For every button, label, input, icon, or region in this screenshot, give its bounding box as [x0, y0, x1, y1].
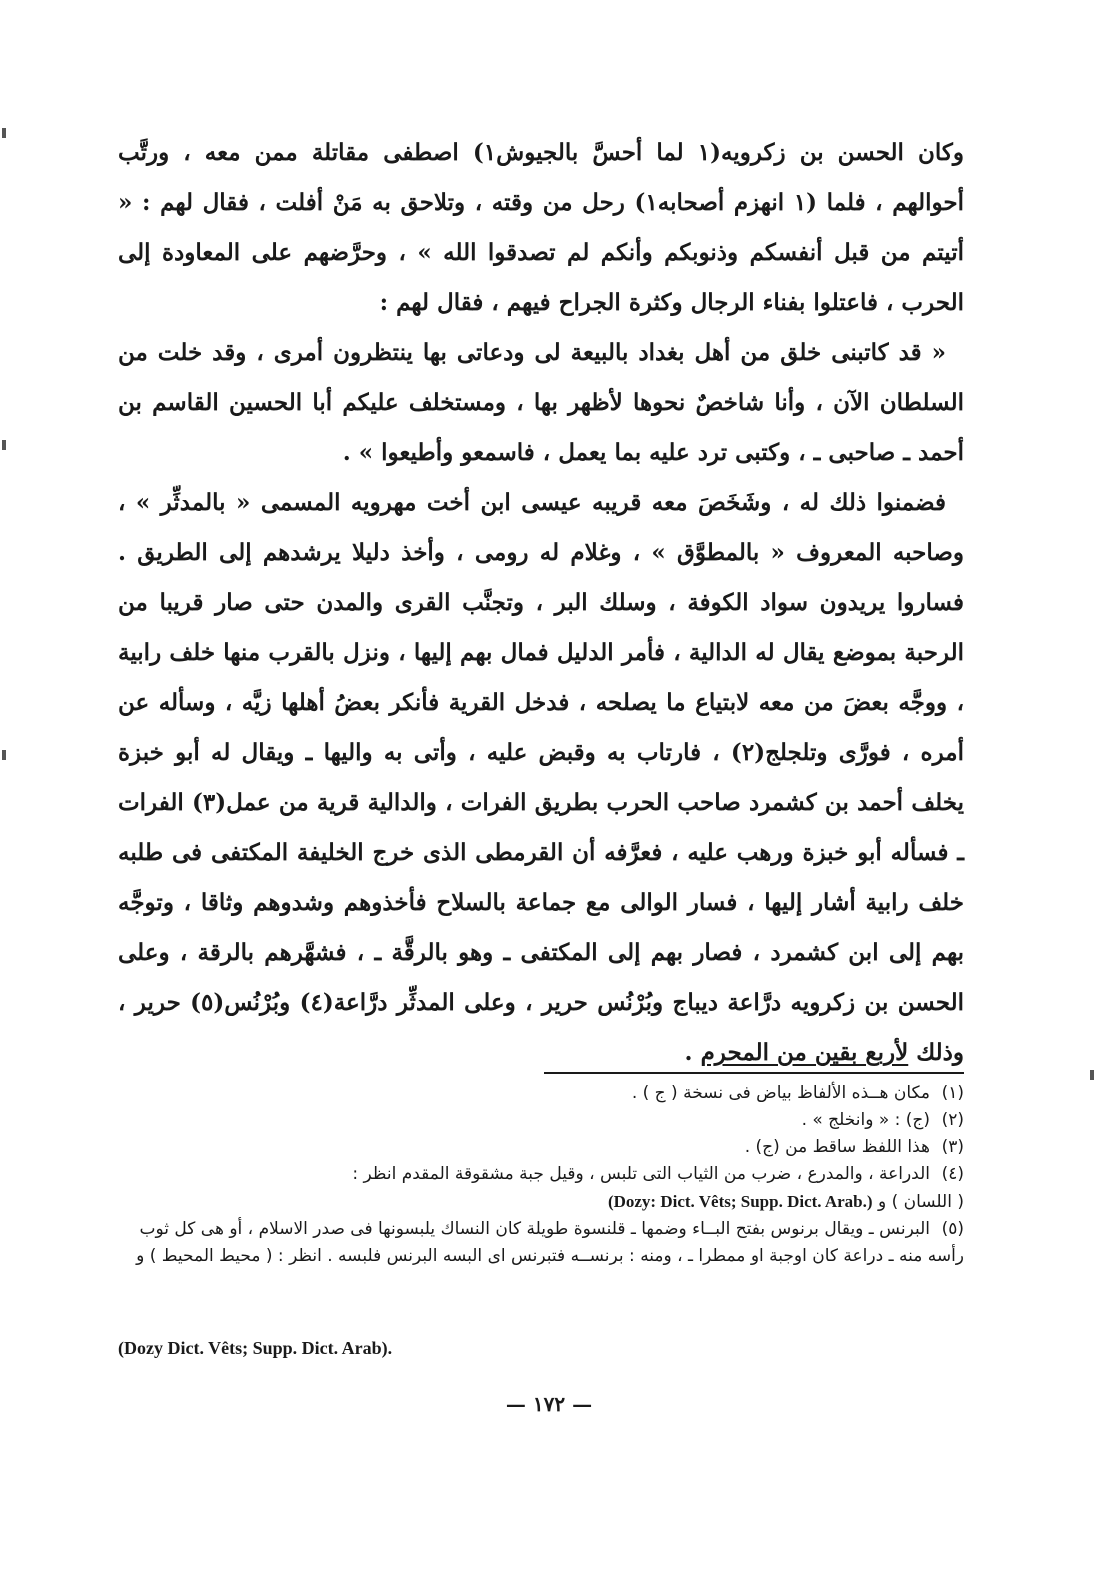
footnote-5 [118, 1216, 964, 1270]
underlined-date-phrase: لأربع بقين من المحرم [700, 1039, 909, 1066]
footnotes [118, 1080, 964, 1270]
margin-mark [2, 128, 6, 138]
latin-reference: (Dozy Dict. Vêts; Supp. Dict. Arab). [118, 1338, 393, 1358]
footnote-3 [118, 1134, 964, 1161]
paragraph-3-end: . [684, 1039, 701, 1066]
footnote-4-continuation [118, 1188, 964, 1216]
footnote-number: (٤) [941, 1164, 964, 1184]
footnote-divider [544, 1072, 964, 1074]
footnote-1 [118, 1080, 964, 1107]
paragraph-2-quote: « قد كاتبنى خلق من أهل بغداد بالبيعة لى ودعاتى بها ينتظرون أمرى ، وقد خلت من السلطان الآن ، وأنا شاخصٌ نحوها لأظهر بها ، ومستخلف عليكم أبا الحسين القاسم بن أحمد ـ صاحبى ـ ، وكتبى ترد عليه بما يعمل ، فاسمعو وأطيعوا » . [118, 339, 964, 466]
footnote-number: (١) [941, 1083, 964, 1103]
footnote-text: مكان هــذه الألفاظ بياض فى نسخة ( ج ) . [631, 1083, 930, 1103]
page-number: — ١٧٢ — [505, 1392, 593, 1416]
footnote-text: (ج) : « وانخلج » . [801, 1110, 930, 1130]
paragraph-1: وكان الحسن بن زكرويه(١ لما أحسَّ بالجيوش١) اصطفى مقاتلة ممن معه ، ورتَّب أحوالهم ، فلما (١ انهزم أصحابه١) رحل من وقته ، وتلاحق به مَنْ أفلت ، فقال لهم : « أتيتم من قبل أنفسكم وذنوبكم وأنكم لم تصدقوا الله » ، وحرَّضهم على المعاودة إلى الحرب ، فاعتلوا بفناء الرجال وكثرة الجراح فيهم ، فقال لهم : [118, 139, 964, 316]
footnote-number: (٣) [941, 1137, 964, 1157]
footnote-ref-latin: (Dozy: Dict. Vêts; Supp. Dict. Arab.) [607, 1192, 873, 1211]
main-text [118, 128, 964, 1078]
footnote-2 [118, 1107, 964, 1134]
margin-mark [2, 750, 6, 760]
footnote-text: البرنس ـ ويقال برنوس بفتح البــاء وضمها ـ قلنسوة طويلة كان النساك يلبسونها فى صدر الاسلام ، أو هى كل ثوب رأسه منه ـ دراعة كان اوجبة او ممطرا ـ ، ومنه : برنســه فتبرنس اى البسه البرنس فلبسه . انظر : ( محيط المحيط ) و [136, 1219, 964, 1266]
footnote-text: هذا اللفظ ساقط من (ج) . [744, 1137, 930, 1157]
footnote-text: الدراعة ، والمدرع ، ضرب من الثياب التى تلبس ، وقيل جبة مشقوقة المقدم انظر : [352, 1164, 930, 1184]
paragraph-3 [118, 478, 964, 1078]
margin-mark [1090, 1070, 1094, 1080]
margin-mark [2, 440, 6, 450]
footnote-ref-arabic: ( اللسان ) و [877, 1192, 964, 1212]
footnote-4 [118, 1161, 964, 1188]
footnote-number: (٥) [941, 1219, 964, 1239]
footnote-number: (٢) [941, 1110, 964, 1130]
paragraph-3-text: فضمنوا ذلك له ، وشَخَصَ معه قريبه عيسى ابن أخت مهرويه المسمى « بالمدثِّر » ، وصاحبه المعروف « بالمطوَّق » ، وغلام له رومى ، وأخذ دليلا يرشدهم إلى الطريق . فساروا يريدون سواد الكوفة ، وسلك البر ، وتجنَّب القرى والمدن حتى صار قريبا من الرحبة بموضع يقال له الدالية ، فأمر الدليل فمال بهم إليها ، ونزل بالقرب منها خلف رابية ، ووجَّه بعضَ من معه لابتياع ما يصلحه ، فدخل القرية فأنكر بعضُ أهلها زيَّه ، وسأله عن أمره ، فورَّى وتلجلج(٢) ، فارتاب به وقبض عليه ، وأتى به واليها ـ ويقال له أبو خبزة يخلف أحمد بن كشمرد صاحب الحرب بطريق الفرات ، والدالية قرية من عمل(٣) الفرات ـ فسأله أبو خبزة ورهب عليه ، فعرَّفه أن القرمطى الذى خرج الخليفة المكتفى فى طلبه خلف رابية أشار إليها ، فسار الوالى مع جماعة بالسلاح فأخذوهم وشدوهم وثاقا ، وتوجَّه بهم إلى ابن كشمرد ، فصار بهم إلى المكتفى ـ وهو بالرقَّة ـ ، فشهَّرهم بالرقة ، وعلى الحسن بن زكرويه درَّاعة ديباج وبُرْنُس حرير ، وعلى المدثِّر درَّاعة(٤) وبُرْنُس(٥) حرير ، وذلك [118, 489, 965, 1066]
